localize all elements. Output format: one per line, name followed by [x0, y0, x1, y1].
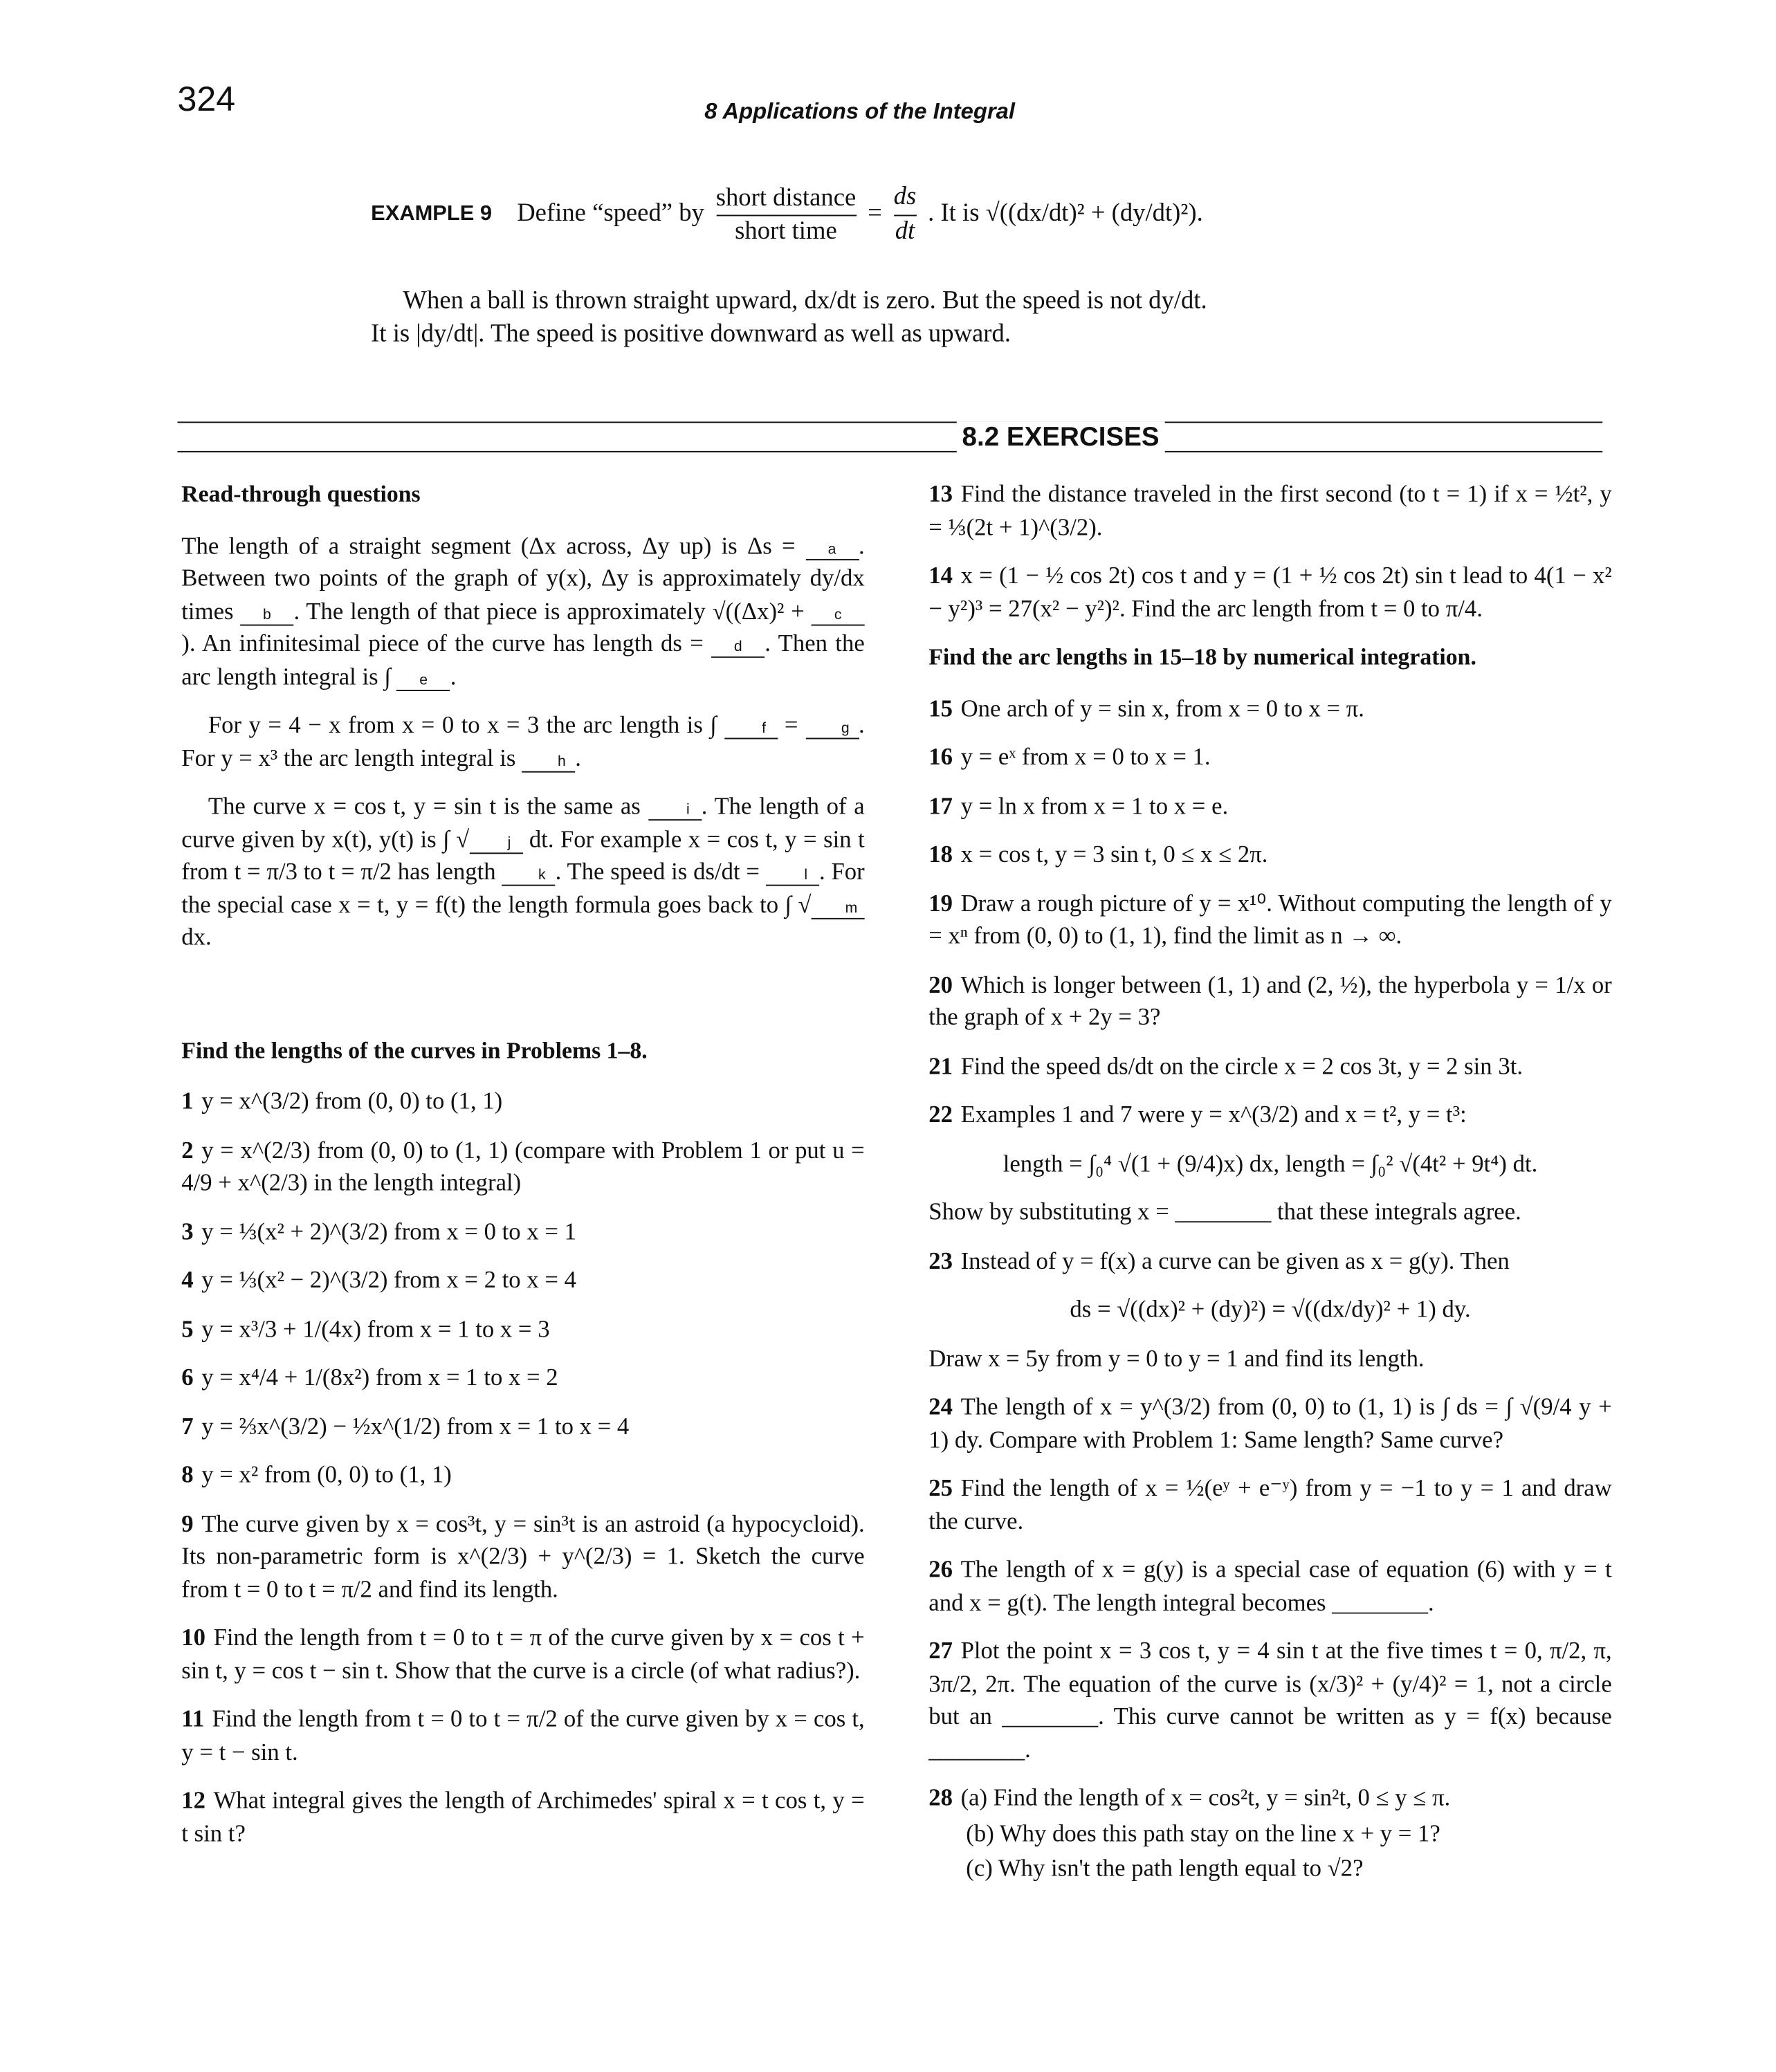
blank: i: [648, 800, 702, 820]
blank: k: [502, 866, 555, 886]
problem-8: [181, 1458, 864, 1491]
text: . Then the arc length integral is ∫: [181, 630, 865, 690]
read-through-paragraph: [181, 708, 864, 774]
blank: a: [805, 540, 859, 560]
example-text: When a ball is thrown straight upward, dx/dt is zero. But the speed is not dy/dt.: [403, 286, 1207, 315]
blank: j: [469, 833, 522, 853]
problem-number: 12: [181, 1786, 206, 1813]
problem-15: [928, 692, 1611, 724]
problem-number: 15: [928, 694, 953, 722]
problem-text: Examples 1 and 7 were y = x^(3/2) and x = t², y = t³:: [960, 1101, 1467, 1128]
problem-10: [181, 1621, 864, 1687]
problem-number: 10: [181, 1624, 206, 1651]
problem-number: 6: [181, 1364, 194, 1391]
example-label: EXAMPLE 9: [371, 203, 493, 226]
problem-24: [928, 1391, 1611, 1456]
problem-text: The curve given by x = cos³t, y = sin³t is an astroid (a hypocycloid). Its non-parametric form is x^(2/3) + y^(2/3) = 1. Sketch the curve from t = 0 to t = π/2 and find its length.: [181, 1510, 865, 1602]
text: dx.: [181, 923, 212, 951]
equals: =: [868, 199, 882, 228]
problem-12: [181, 1784, 864, 1850]
problem-text: y = eˣ from x = 0 to x = 1.: [960, 743, 1211, 770]
read-through-paragraph: [181, 529, 864, 693]
text: The curve x = cos t, y = sin t is the same as: [208, 792, 648, 820]
text: =: [777, 710, 805, 738]
problem-text: Instead of y = f(x) a curve can be given as x = g(y). Then: [960, 1247, 1510, 1274]
left-column: [181, 477, 864, 1865]
example-text: It is |dy/dt|. The speed is positive downward as well as upward.: [371, 319, 1011, 348]
problem-9: [181, 1507, 864, 1605]
blank: c: [812, 605, 865, 625]
problem-number: 24: [928, 1393, 953, 1420]
text: . Between two points of the graph of y(x), Δy is approximately dy/dx times: [181, 531, 865, 624]
problem-18: [928, 838, 1611, 870]
fraction: [716, 182, 857, 248]
problem-text: Find the distance traveled in the first second (to t = 1) if x = ½t², y = ⅓(2t + 1)^(3/2).: [928, 480, 1612, 540]
equation: ds = √((dx)² + (dy)²) = √((dx/dy)² + 1) dy.: [1070, 1295, 1471, 1323]
blank: f: [724, 719, 777, 740]
example-text: . It is √((dx/dt)² + (dy/dt)²).: [928, 199, 1203, 228]
problem-3: [181, 1215, 864, 1247]
problem-26: [928, 1553, 1611, 1619]
text: . For the special case x = t, y = f(t) the length formula goes back to ∫ √: [181, 858, 865, 917]
problem-14: [928, 559, 1611, 625]
problem-text: The length of x = g(y) is a special case of equation (6) with y = t and x = g(t). The length integral becomes ________.: [928, 1555, 1612, 1615]
problem-number: 5: [181, 1314, 194, 1342]
problem-number: 21: [928, 1052, 953, 1079]
problem-number: 20: [928, 971, 953, 998]
text: .: [575, 744, 581, 771]
problem-number: 18: [928, 841, 953, 868]
problem-text: x = (1 − ½ cos 2t) cos t and y = (1 + ½ cos 2t) sin t lead to 4(1 − x² − y²)³ = 27(x² − y²)². Find the arc length from t = 0 to π/4.: [928, 561, 1612, 621]
problem-text: y = ⅓(x² + 2)^(3/2) from x = 0 to x = 1: [201, 1217, 577, 1245]
blank: d: [711, 638, 765, 658]
text: . The length of that piece is approximately √((Δx)² +: [293, 597, 812, 624]
problem-number: 16: [928, 743, 953, 770]
problem-number: 17: [928, 791, 953, 819]
problem-text: (b) Why does this path stay on the line x + y = 1?: [966, 1819, 1440, 1846]
problem-16: [928, 740, 1611, 773]
problem-5: [181, 1312, 864, 1345]
page-number: 324: [177, 78, 236, 119]
problem-number: 27: [928, 1637, 953, 1664]
problem-number: 1: [181, 1087, 194, 1115]
problem-text: What integral gives the length of Archimedes' spiral x = t cos t, y = t sin t?: [181, 1786, 865, 1846]
problem-text: Find the length from t = 0 to t = π/2 of the curve given by x = cos t, y = t − sin t.: [181, 1705, 865, 1765]
text: . For y = x³ the arc length integral is: [181, 710, 865, 771]
problem-number: 25: [928, 1474, 953, 1501]
problem-2: [181, 1133, 864, 1199]
problem-text: x = cos t, y = 3 sin t, 0 ≤ x ≤ 2π.: [960, 841, 1268, 868]
text: ). An infinitesimal piece of the curve has length ds =: [181, 630, 712, 657]
text: dt. For example x = cos t, y = sin t from t = π/3 to t = π/2 has length: [181, 825, 865, 885]
problem-text: y = x³/3 + 1/(4x) from x = 1 to x = 3: [201, 1314, 550, 1342]
problem-19: [928, 887, 1611, 953]
problem-number: 19: [928, 889, 953, 916]
problem-13: [928, 477, 1611, 543]
problem-number: 4: [181, 1266, 194, 1293]
problem-number: 7: [181, 1412, 194, 1439]
blank: m: [812, 899, 865, 919]
blank: l: [766, 866, 819, 886]
problem-23: [928, 1244, 1611, 1276]
problem-text: y = ⅔x^(3/2) − ½x^(1/2) from x = 1 to x = 4: [201, 1412, 630, 1439]
problem-text: y = x^(2/3) from (0, 0) to (1, 1) (compare with Problem 1 or put u = 4/9 + x^(2/3) in the length integral): [181, 1136, 865, 1196]
rule: [178, 451, 1603, 452]
text: . The speed is ds/dt =: [555, 858, 766, 885]
problem-text: y = x⁴/4 + 1/(8x²) from x = 1 to x = 2: [201, 1364, 558, 1391]
problem-text: (c) Why isn't the path length equal to √2?: [966, 1854, 1364, 1882]
section-header: [178, 419, 1603, 454]
rule: [178, 421, 1603, 423]
section-title: 8.2 EXERCISES: [957, 421, 1165, 454]
problem-text: y = ⅓(x² − 2)^(3/2) from x = 2 to x = 4: [201, 1266, 577, 1293]
text: . The length of a curve given by x(t), y(t) is ∫ √: [181, 792, 865, 852]
problem-number: 2: [181, 1136, 194, 1163]
denominator: dt: [895, 217, 915, 245]
problem-number: 11: [181, 1705, 205, 1732]
problem-number: 3: [181, 1217, 194, 1245]
blank: g: [805, 719, 859, 740]
problem-number: 26: [928, 1555, 953, 1583]
problem-text: Which is longer between (1, 1) and (2, ½), the hyperbola y = 1/x or the graph of x + 2y = 3?: [928, 971, 1612, 1030]
read-through-paragraph: [181, 790, 864, 953]
problem-27: [928, 1635, 1611, 1766]
heading: Find the arc lengths in 15–18 by numerical integration.: [928, 643, 1476, 670]
fraction: [894, 181, 917, 248]
problem-text: y = x^(3/2) from (0, 0) to (1, 1): [201, 1087, 503, 1115]
problem-number: 22: [928, 1101, 953, 1128]
denominator: short time: [735, 217, 837, 245]
problem-number: 13: [928, 480, 953, 507]
problem-11: [181, 1703, 864, 1768]
problem-text: y = x² from (0, 0) to (1, 1): [201, 1460, 452, 1488]
blank: b: [240, 605, 293, 625]
problem-21: [928, 1049, 1611, 1082]
blank: h: [522, 752, 575, 772]
problem-6: [181, 1361, 864, 1393]
problem-17: [928, 789, 1611, 822]
right-column: [928, 477, 1611, 1900]
example-text: Define “speed” by: [517, 199, 704, 228]
problem-text: Find the length from t = 0 to t = π of the curve given by x = cos t + sin t, y = cos t − sin t. Show that the curve is a circle (of what radius?).: [181, 1624, 865, 1683]
example-9: [371, 181, 1207, 351]
text: The length of a straight segment (Δx across, Δy up) is Δs =: [181, 531, 805, 559]
problem-number: 23: [928, 1247, 953, 1274]
running-head: 8 Applications of the Integral: [704, 98, 1016, 125]
problem-28: [928, 1781, 1611, 1814]
problem-text: Plot the point x = 3 cos t, y = 4 sin t at the five times t = 0, π/2, π, 3π/2, 2π. The equation of the curve is (x/3)² + (y/4)² = 1, not a circle but an ________. This curve cannot be written as y = f(x) because ________.: [928, 1637, 1612, 1762]
problem-text: Find the speed ds/dt on the circle x = 2 cos 3t, y = 2 sin 3t.: [960, 1052, 1523, 1079]
problem-20: [928, 968, 1611, 1034]
problem-7: [181, 1410, 864, 1442]
heading: Find the lengths of the curves in Problems 1–8.: [181, 1036, 648, 1063]
problem-text: Find the length of x = ½(eʸ + e⁻ʸ) from y = −1 to y = 1 and draw the curve.: [928, 1474, 1612, 1534]
problem-text: (a) Find the length of x = cos²t, y = sin²t, 0 ≤ y ≤ π.: [960, 1784, 1451, 1811]
blank: e: [397, 670, 450, 690]
problem-25: [928, 1472, 1611, 1537]
problem-number: 28: [928, 1784, 953, 1811]
numerator: ds: [894, 181, 917, 215]
problem-4: [181, 1263, 864, 1296]
problem-number: 14: [928, 561, 953, 589]
equation: length = ∫₀⁴ √(1 + (9/4)x) dx, length = ∫₀² √(4t² + 9t⁴) dt.: [1003, 1149, 1538, 1177]
problem-text: Show by substituting x = ________ that these integrals agree.: [928, 1198, 1521, 1225]
problem-number: 8: [181, 1460, 194, 1488]
heading: Read-through questions: [181, 480, 421, 507]
problem-text: The length of x = y^(3/2) from (0, 0) to (1, 1) is ∫ ds = ∫ √(9/4 y + 1) dy. Compare with Problem 1: Same length? Same curve?: [928, 1393, 1612, 1453]
numerator: short distance: [716, 182, 857, 215]
problem-22: [928, 1098, 1611, 1130]
text: .: [450, 662, 457, 690]
problem-text: Draw a rough picture of y = x¹⁰. Without computing the length of y = xⁿ from (0, 0) to (1, 1), find the limit as n → ∞.: [928, 889, 1612, 949]
problem-number: 9: [181, 1510, 194, 1537]
problem-1: [181, 1085, 864, 1117]
problem-text: Draw x = 5y from y = 0 to y = 1 and find its length.: [928, 1344, 1425, 1371]
problem-text: One arch of y = sin x, from x = 0 to x = π.: [960, 694, 1364, 722]
text: For y = 4 − x from x = 0 to x = 3 the arc length is ∫: [208, 710, 724, 738]
problem-text: y = ln x from x = 1 to x = e.: [960, 791, 1229, 819]
